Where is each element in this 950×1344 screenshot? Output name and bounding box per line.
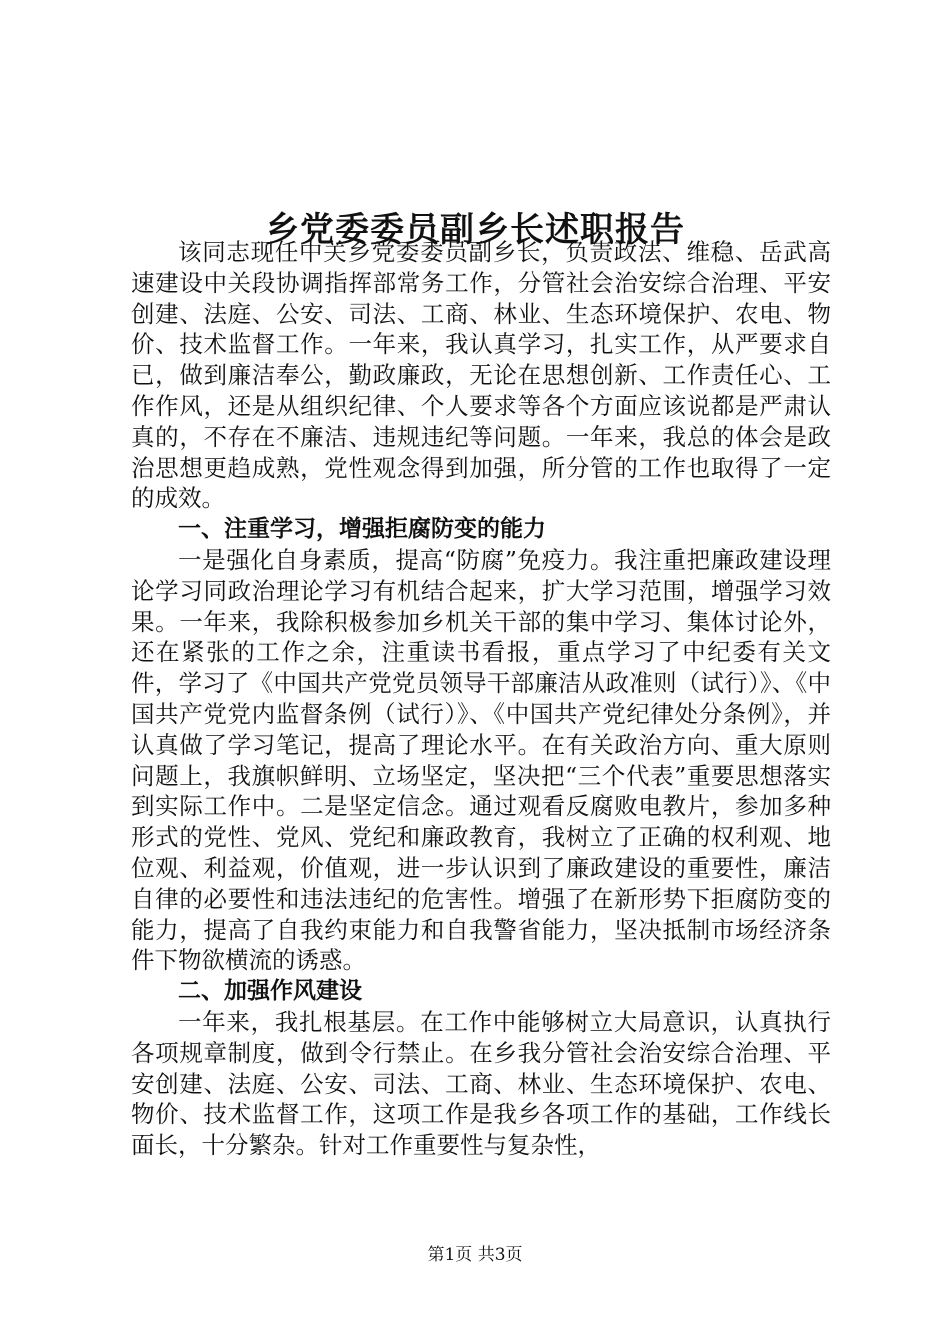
paragraph-section-2: 一年来，我扎根基层。在工作中能够树立大局意识，认真执行各项规章制度，做到令行禁止。在乡我分管社会治安综合治理、平安创建、法庭、公安、司法、工商、林业、生态环境保护、农电、物价、技术监督工作，这项工作是我乡各项工作的基础，工作线长面长，十分繁杂。针对工作重要性与复杂性， xyxy=(131,1007,831,1160)
document-title: 乡党委委员副乡长述职报告 xyxy=(265,209,685,250)
paragraph-section-1: 一是强化自身素质，提高“防腐”免疫力。我注重把廉政建设理论学习同政治理论学习有机结合起来，扩大学习范围，增强学习效果。一年来，我除积极参加乡机关干部的集中学习、集体讨论外，还在紧张的工作之余，注重读书看报，重点学习了中纪委有关文件，学习了《中国共产党党员领导干部廉洁从政准则（试行）》、《中国共产党党内监督条例（试行）》、《中国共产党纪律处分条例》，并认真做了学习笔记，提高了理论水平。在有关政治方向、重大原则问题上，我旗帜鲜明、立场坚定，坚决把“三个代表”重要思想落实到实际工作中。二是坚定信念。通过观看反腐败电教片，参加多种形式的党性、党风、党纪和廉政教育，我树立了正确的权利观、地位观、利益观，价值观，进一步认识到了廉政建设的重要性，廉洁自律的必要性和违法违纪的危害性。增强了在新形势下拒腐防变的能力，提高了自我约束能力和自我警省能力，坚决抵制市场经济条件下物欲横流的诱惑。 xyxy=(131,545,831,975)
section-heading-2: 二、加强作风建设 xyxy=(178,978,362,1005)
section-heading-1: 一、注重学习，增强拒腐防变的能力 xyxy=(178,516,546,543)
document-body xyxy=(131,237,831,1161)
page-footer: 第1页 共3页 xyxy=(427,1245,523,1265)
paragraph-intro: 该同志现任中关乡党委委员副乡长，负责政法、维稳、岳武高速建设中关段协调指挥部常务工作，分管社会治安综合治理、平安创建、法庭、公安、司法、工商、林业、生态环境保护、农电、物价、技术监督工作。一年来，我认真学习，扎实工作，从严要求自已，做到廉洁奉公，勤政廉政，无论在思想创新、工作责任心、工作作风，还是从组织纪律、个人要求等各个方面应该说都是严肃认真的，不存在不廉洁、违规违纪等问题。一年来，我总的体会是政治思想更趋成熟，党性观念得到加强，所分管的工作也取得了一定的成效。 xyxy=(131,238,831,513)
